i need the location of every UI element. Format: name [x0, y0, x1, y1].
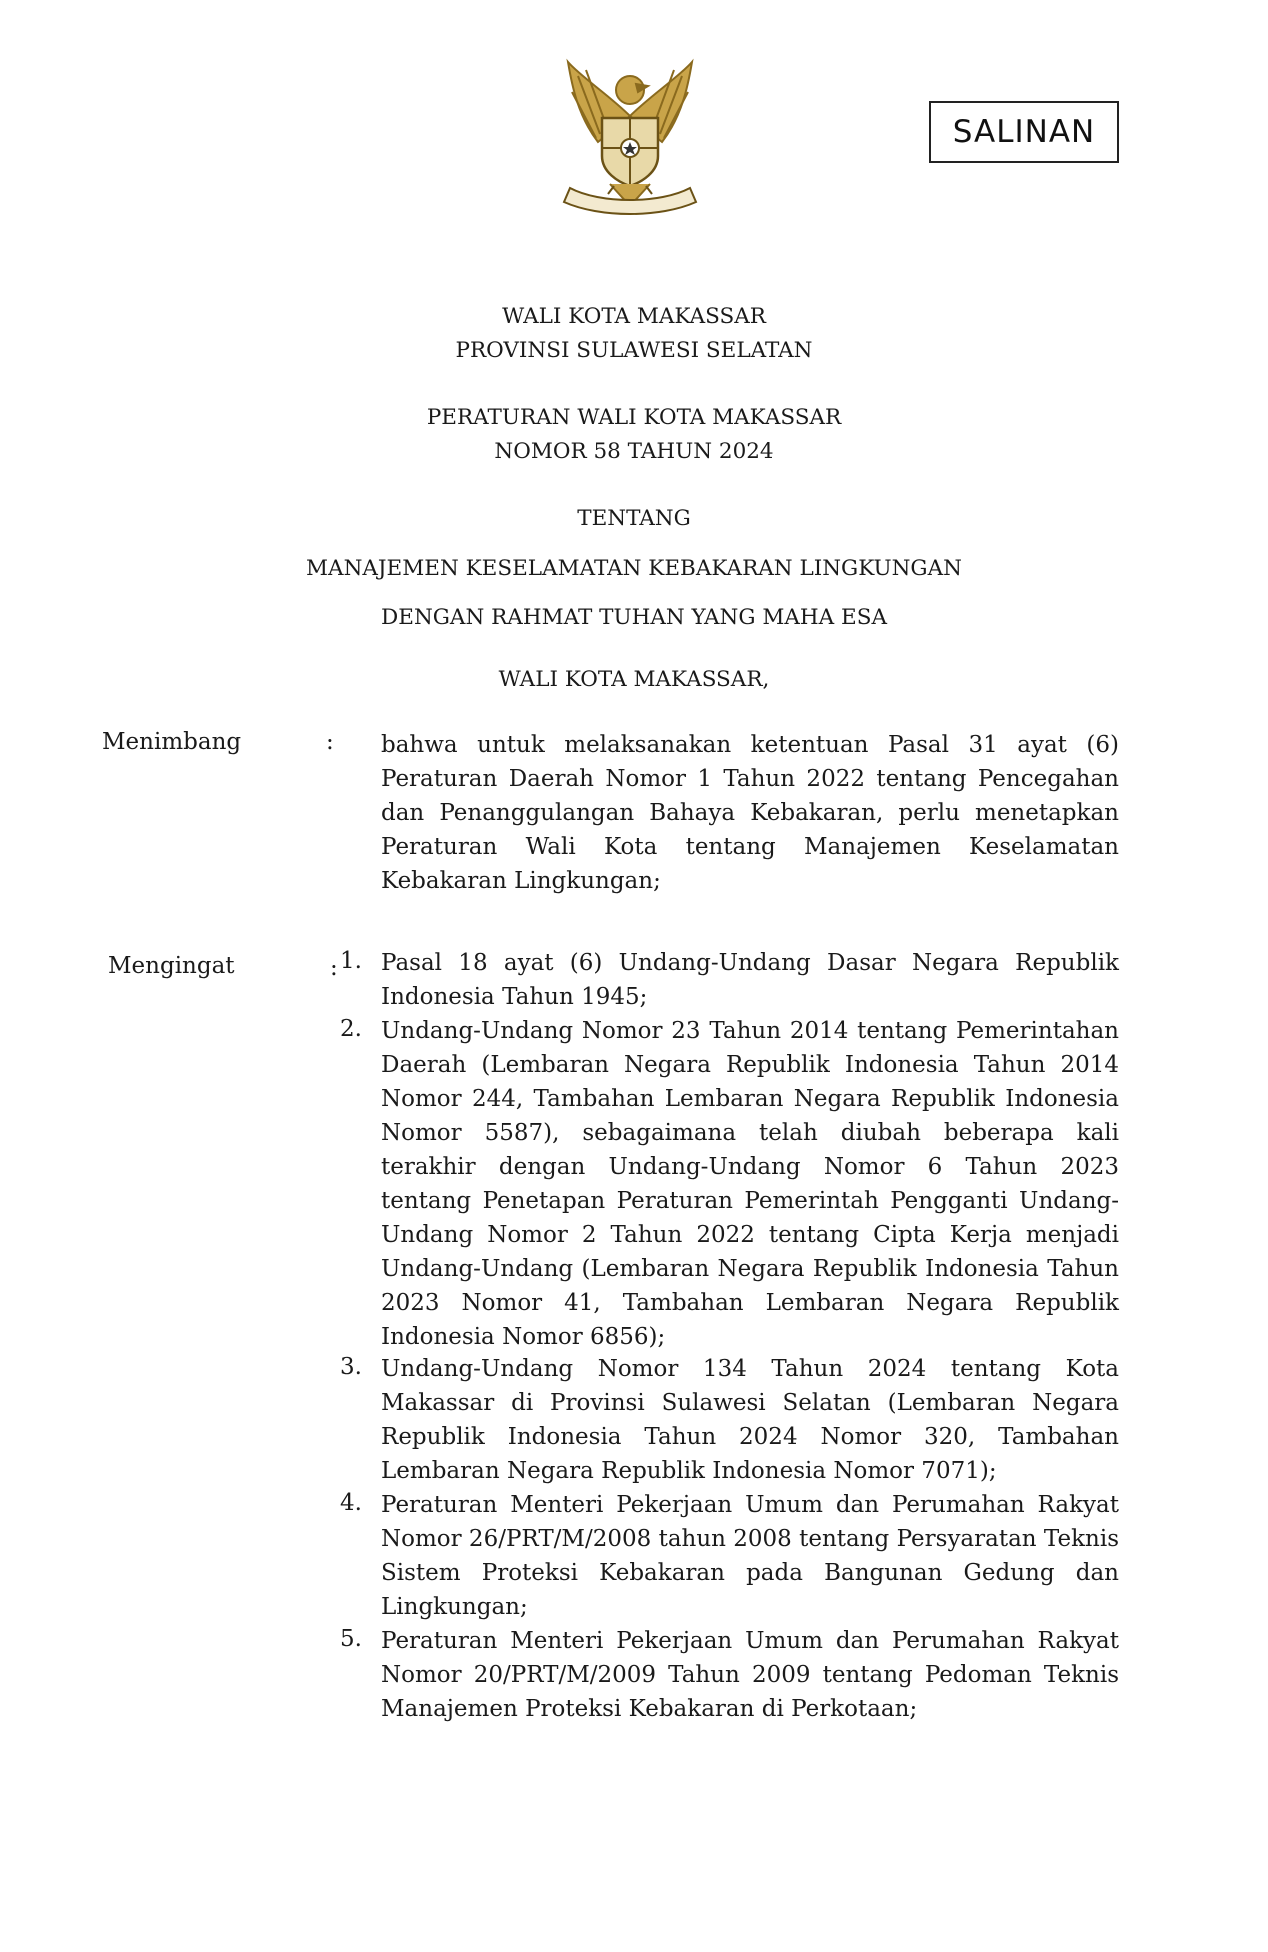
mengingat-item-number: 4.: [340, 1490, 362, 1516]
issuer-salutation: WALI KOTA MAKASSAR,: [498, 667, 770, 692]
regulation-subject: MANAJEMEN KESELAMATAN KEBAKARAN LINGKUNGAN: [306, 556, 962, 581]
mengingat-colon: :: [330, 955, 338, 981]
mengingat-item: Peraturan Menteri Pekerjaan Umum dan Perumahan Rakyat Nomor 20/PRT/M/2009 Tahun 2009 tentang Pedoman Teknis Manajemen Proteksi Kebakaran di Perkotaan;: [381, 1628, 1119, 1722]
mengingat-label: Mengingat: [108, 953, 235, 979]
mengingat-item-number: 5.: [340, 1626, 362, 1652]
mengingat-item: Pasal 18 ayat (6) Undang-Undang Dasar Negara Republik Indonesia Tahun 1945;: [381, 950, 1119, 1010]
mengingat-item: Undang-Undang Nomor 23 Tahun 2014 tentang Pemerintahan Daerah (Lembaran Negara Republik Indonesia Tahun 2014 Nomor 244, Tambahan Lembaran Negara Republik Indonesia Nomor 5587), sebagaimana telah diubah beberapa kali terakhir dengan Undang-Undang Nomor 6 Tahun 2023 tentang Penetapan Peraturan Pemerintah Pengganti Undang-Undang Nomor 2 Tahun 2022 tentang Cipta Kerja menjadi Undang-Undang (Lembaran Negara Republik Indonesia Tahun 2023 Nomor 41, Tambahan Lembaran Negara Republik Indonesia Nomor 6856);: [381, 1018, 1119, 1350]
mengingat-item-number: 3.: [340, 1354, 362, 1380]
menimbang-text: bahwa untuk melaksanakan ketentuan Pasal 31 ayat (6) Peraturan Daerah Nomor 1 Tahun 2022 tentang Pencegahan dan Penanggulangan Bahaya Kebakaran, perlu menetapkan Peraturan Wali Kota tentang Manajemen Keselamatan Kebakaran Lingkungan;: [381, 732, 1119, 894]
mengingat-item: Peraturan Menteri Pekerjaan Umum dan Perumahan Rakyat Nomor 26/PRT/M/2008 tahun 2008 tentang Persyaratan Teknis Sistem Proteksi Kebakaran pada Bangunan Gedung dan Lingkungan;: [381, 1492, 1120, 1620]
preamble-phrase: DENGAN RAHMAT TUHAN YANG MAHA ESA: [381, 605, 887, 630]
issuer-title: WALI KOTA MAKASSAR: [502, 304, 766, 329]
mengingat-item-number: 1.: [340, 948, 362, 974]
issuer-province: PROVINSI SULAWESI SELATAN: [455, 338, 813, 363]
regulation-title: PERATURAN WALI KOTA MAKASSAR: [426, 405, 842, 430]
mengingat-item-number: 2.: [340, 1016, 362, 1042]
salinan-stamp: SALINAN: [929, 101, 1119, 163]
regulation-number: NOMOR 58 TAHUN 2024: [494, 439, 774, 464]
tentang-heading: TENTANG: [577, 506, 691, 531]
menimbang-colon: :: [326, 729, 334, 755]
garuda-pancasila-emblem-icon: [550, 56, 710, 224]
mengingat-item: Undang-Undang Nomor 134 Tahun 2024 tentang Kota Makassar di Provinsi Sulawesi Selatan (Lembaran Negara Republik Indonesia Tahun 2024 Nomor 320, Tambahan Lembaran Negara Republik Indonesia Nomor 7071);: [381, 1356, 1119, 1484]
menimbang-label: Menimbang: [102, 729, 242, 755]
